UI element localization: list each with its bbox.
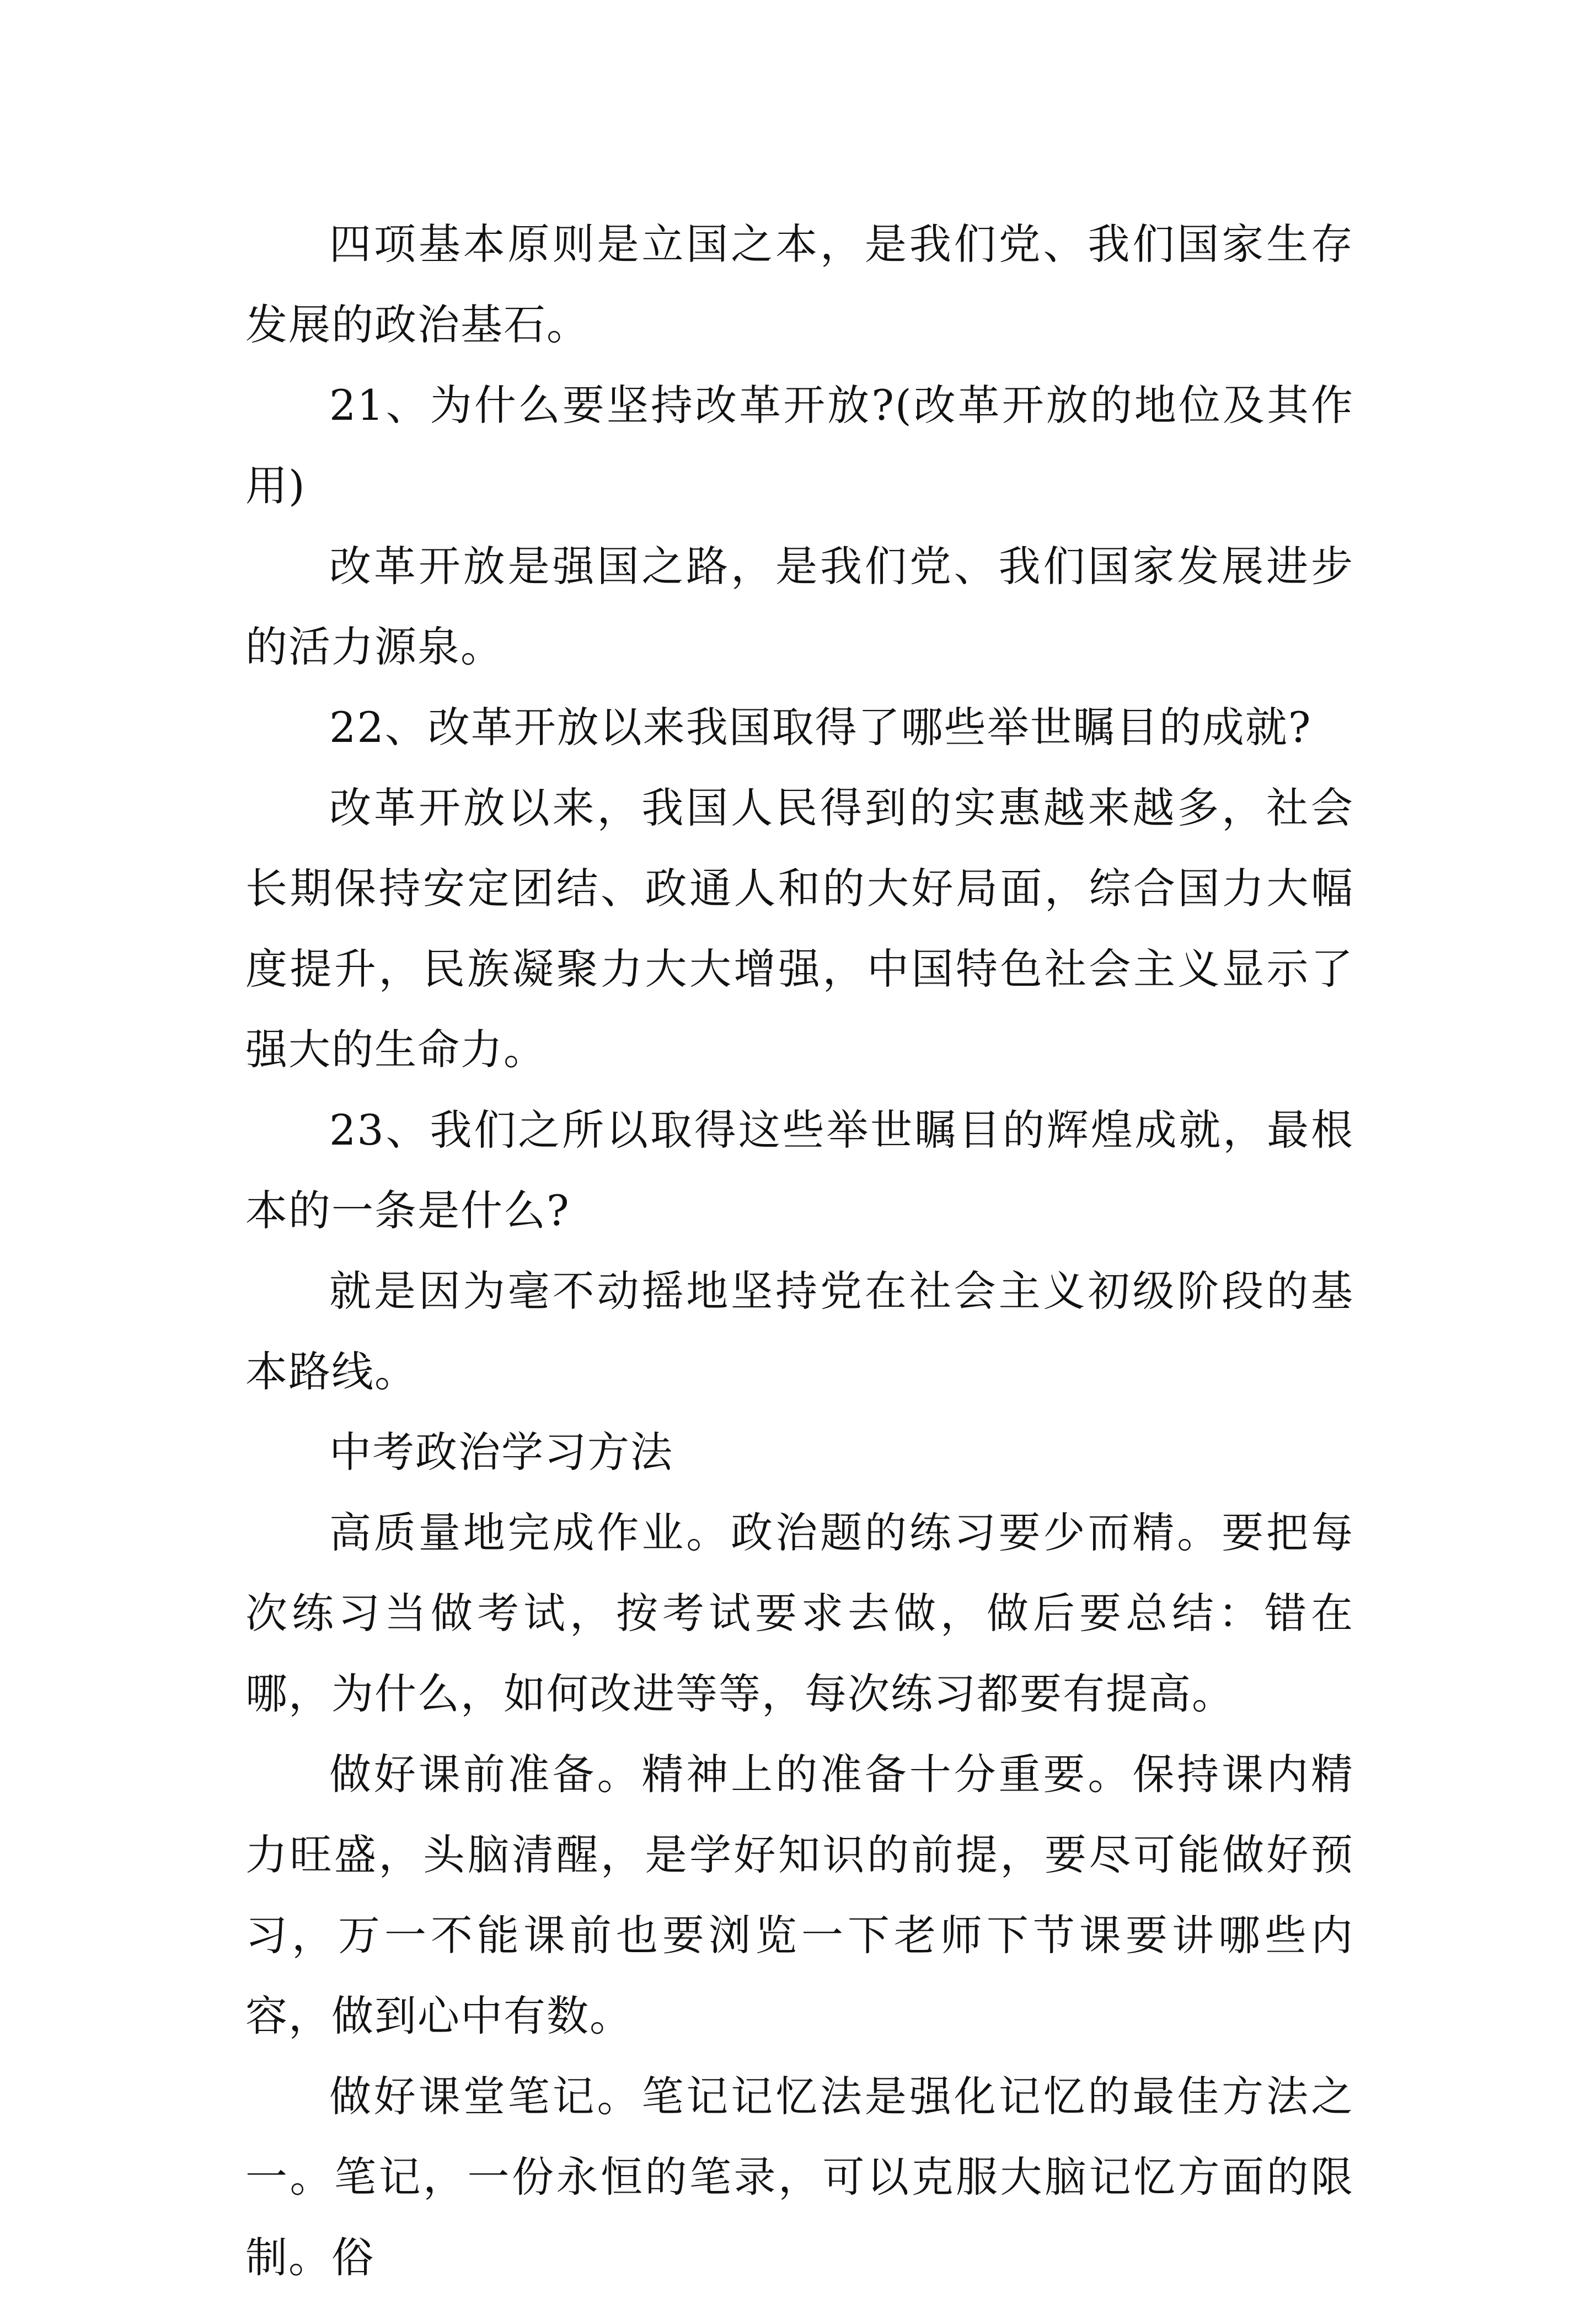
question-23: 23、我们之所以取得这些举世瞩目的辉煌成就，最根本的一条是什么? <box>245 1105 1354 1235</box>
question-22: 22、改革开放以来我国取得了哪些举世瞩目的成就? <box>329 703 1312 752</box>
answer-21: 改革开放是强国之路，是我们党、我们国家发展进步的活力源泉。 <box>245 542 1354 671</box>
question-21: 21、为什么要坚持改革开放?(改革开放的地位及其作用) <box>245 381 1354 510</box>
paragraph-preparation: 做好课前准备。精神上的准备十分重要。保持课内精力旺盛，头脑清醒，是学好知识的前提，要尽可能做好预习，万一不能课前也要浏览一下老师下节课要讲哪些内容，做到心中有数。 <box>245 1750 1354 2040</box>
answer-23: 就是因为毫不动摇地坚持党在社会主义初级阶段的基本路线。 <box>245 1266 1354 1396</box>
answer-22: 改革开放以来，我国人民得到的实惠越来越多，社会长期保持安定团结、政通人和的大好局面，综合国力大幅度提升，民族凝聚力大大增强，中国特色社会主义显示了强大的生命力。 <box>245 783 1354 1074</box>
paragraph-principles: 四项基本原则是立国之本，是我们党、我们国家生存发展的政治基石。 <box>245 220 1354 349</box>
paragraph-homework: 高质量地完成作业。政治题的练习要少而精。要把每次练习当做考试，按考试要求去做，做后要总结：错在哪，为什么，如何改进等等，每次练习都要有提高。 <box>245 1508 1354 1718</box>
paragraph-notes: 做好课堂笔记。笔记记忆法是强化记忆的最佳方法之一。笔记，一份永恒的笔录，可以克服大脑记忆方面的限制。俗 <box>245 2072 1354 2282</box>
section-heading-study-methods: 中考政治学习方法 <box>329 1428 673 1477</box>
document-body <box>245 204 1354 2298</box>
